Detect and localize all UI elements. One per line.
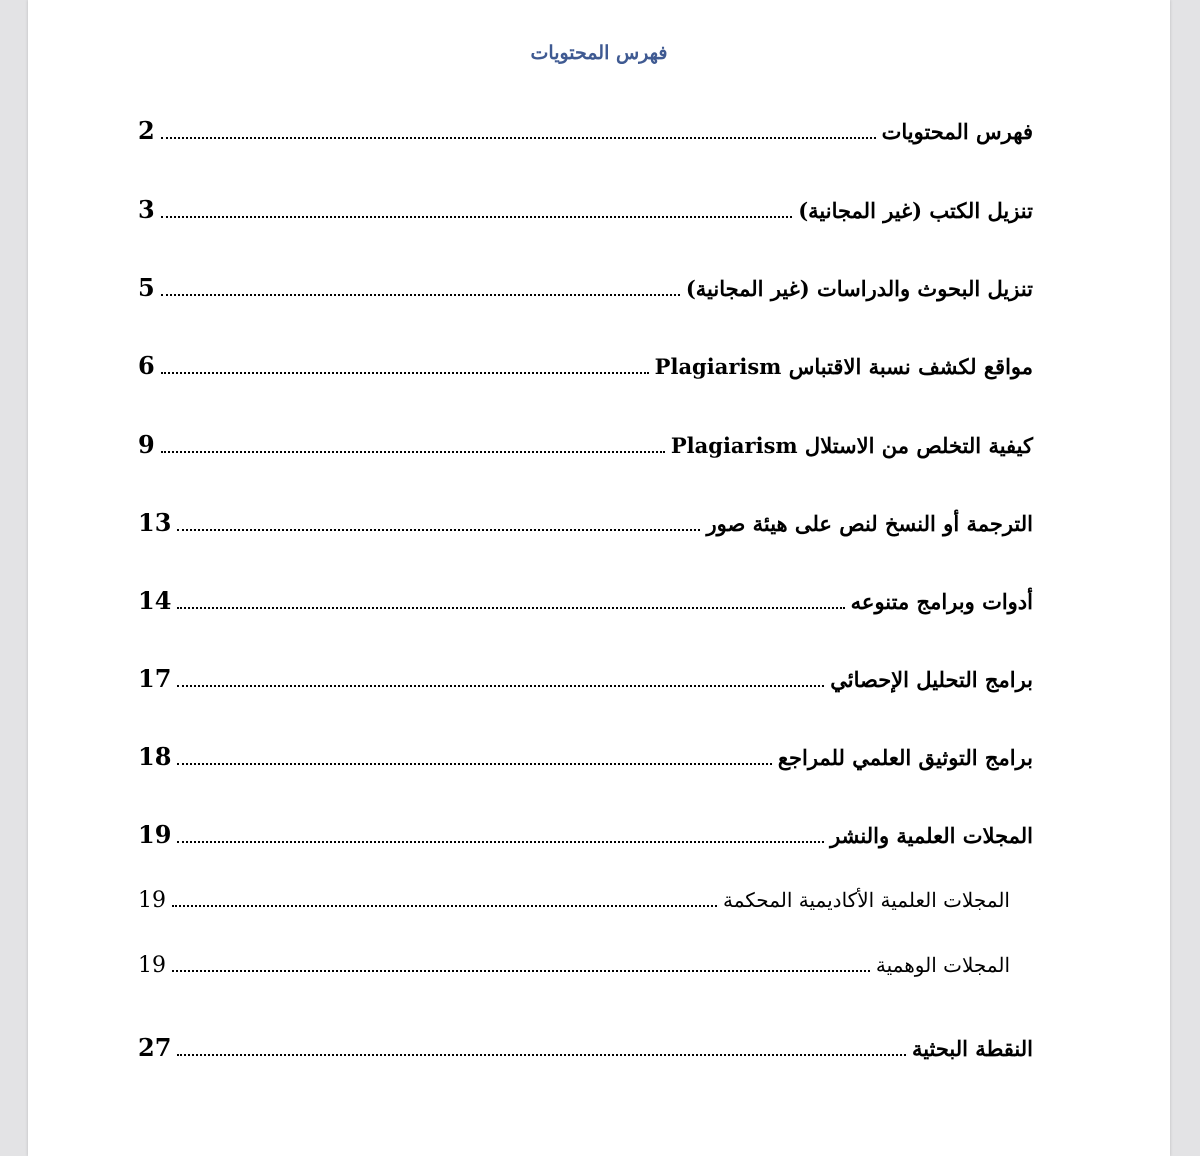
toc-entry-title: مواقع لكشف نسبة الاقتباس Plagiarism <box>654 354 1033 379</box>
dot-leader <box>177 763 771 765</box>
toc-entry-page: 18 <box>138 742 172 771</box>
toc-entry-title: المجلات الوهمية <box>875 953 1010 977</box>
toc-entry[interactable] <box>138 430 1033 466</box>
toc-entry-page: 9 <box>138 430 155 459</box>
dot-leader <box>161 451 665 453</box>
toc-entry-title: أدوات وبرامج متنوعه <box>850 589 1033 614</box>
toc-entry-page: 2 <box>138 116 155 145</box>
toc-entry-title: فهرس المحتويات <box>881 119 1033 144</box>
toc-entry-title: كيفية التخلص من الاستلال Plagiarism <box>670 433 1033 458</box>
toc-entry-page: 13 <box>138 508 172 537</box>
toc-entry-page: 6 <box>138 351 155 380</box>
toc-entry-title: برامج التحليل الإحصائي <box>830 667 1033 692</box>
toc-entry[interactable] <box>138 351 1033 387</box>
dot-leader <box>161 372 649 374</box>
dot-leader <box>177 1054 906 1056</box>
dot-leader <box>177 685 824 687</box>
toc-entry[interactable] <box>138 664 1033 700</box>
toc-subentry[interactable] <box>138 953 1010 989</box>
toc-entry-page: 3 <box>138 195 155 224</box>
toc-entry[interactable] <box>138 742 1033 778</box>
toc-entry-title: برامج التوثيق العلمي للمراجع <box>777 745 1033 770</box>
toc-entry-title: المجلات العلمية والنشر <box>830 823 1033 848</box>
toc-entry-title: المجلات العلمية الأكاديمية المحكمة <box>722 888 1010 912</box>
toc-subentry[interactable] <box>138 888 1010 924</box>
toc-entry-title: الترجمة أو النسخ لنص على هيئة صور <box>706 511 1033 536</box>
toc-entry-title: تنزيل البحوث والدراسات (غير المجانية) <box>685 276 1033 301</box>
toc-entry[interactable] <box>138 273 1033 309</box>
dot-leader <box>177 529 700 531</box>
toc-entry-page: 19 <box>138 888 166 913</box>
toc-entry[interactable] <box>138 586 1033 622</box>
toc-entry-title: تنزيل الكتب (غير المجانية) <box>798 198 1033 223</box>
toc-entry-page: 27 <box>138 1033 172 1062</box>
dot-leader <box>161 216 793 218</box>
toc-entry-page: 19 <box>138 953 166 978</box>
dot-leader <box>161 137 876 139</box>
toc-entry-page: 14 <box>138 586 172 615</box>
dot-leader <box>172 905 717 907</box>
dot-leader <box>177 607 844 609</box>
toc-entry[interactable] <box>138 1033 1033 1069</box>
toc-entry[interactable] <box>138 508 1033 544</box>
page-title: فهرس المحتويات <box>530 42 668 64</box>
dot-leader <box>172 970 870 972</box>
toc-entry-page: 17 <box>138 664 172 693</box>
toc-entry[interactable] <box>138 195 1033 231</box>
toc-entry[interactable] <box>138 116 1033 152</box>
toc-entry-page: 5 <box>138 273 155 302</box>
toc-entry-title: النقطة البحثية <box>911 1036 1033 1061</box>
toc-entry[interactable] <box>138 820 1033 856</box>
document-page <box>28 0 1170 1156</box>
dot-leader <box>177 841 824 843</box>
toc-entry-page: 19 <box>138 820 172 849</box>
dot-leader <box>161 294 680 296</box>
